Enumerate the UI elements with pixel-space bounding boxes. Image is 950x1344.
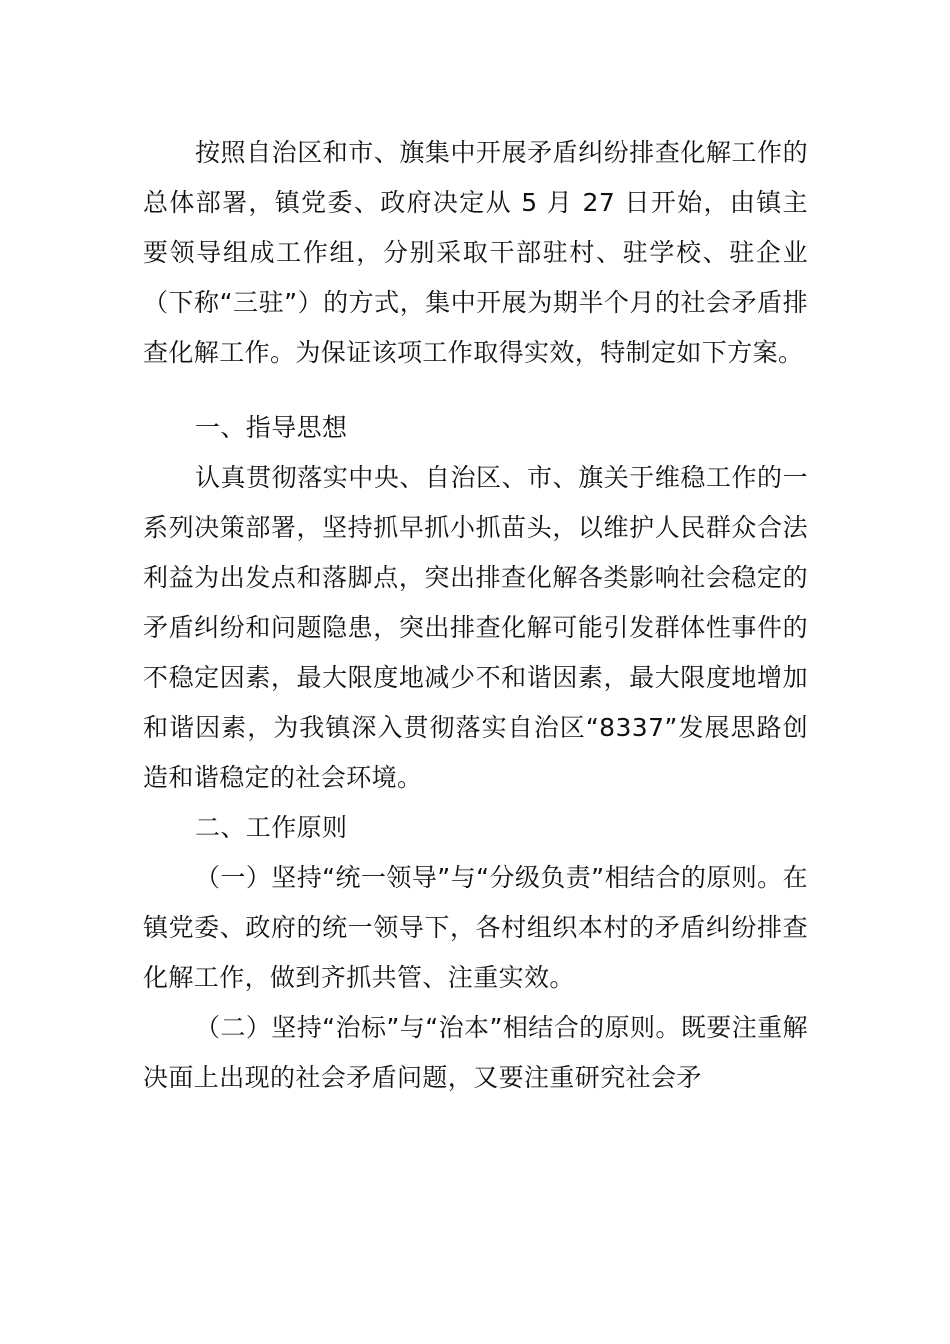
guiding-ideology-paragraph: 认真贯彻落实中央、自治区、市、旗关于维稳工作的一系列决策部署，坚持抓早抓小抓苗头，以维护人民群众合法利益为出发点和落脚点，突出排查化解各类影响社会稳定的矛盾纠纷和问题隐患，突出排查化解可能引发群体性事件的不稳定因素，最大限度地减少不和谐因素，最大限度地增加和谐因素，为我镇深入贯彻落实自治区“8337”发展思路创造和谐稳定的社会环境。 (143, 463, 808, 792)
intro-paragraph: 按照自治区和市、旗集中开展矛盾纠纷排查化解工作的总体部署，镇党委、政府决定从 5 月 27 日开始，由镇主要领导组成工作组，分别采取干部驻村、驻学校、驻企业（下称“三驻”）的方式，集中开展为期半个月的社会矛盾排查化解工作。为保证该项工作取得实效，特制定如下方案。 (143, 138, 808, 367)
principle-one-paragraph: （一）坚持“统一领导”与“分级负责”相结合的原则。在镇党委、政府的统一领导下，各村组织本村的矛盾纠纷排查化解工作，做到齐抓共管、注重实效。 (143, 863, 808, 992)
principle-two-paragraph: （二）坚持“治标”与“治本”相结合的原则。既要注重解决面上出现的社会矛盾问题，又要注重研究社会矛 (143, 1013, 808, 1092)
section-heading-guiding-ideology: 一、指导思想 (195, 413, 348, 442)
section-heading-work-principles: 二、工作原则 (195, 813, 348, 842)
document-body (143, 128, 808, 1103)
